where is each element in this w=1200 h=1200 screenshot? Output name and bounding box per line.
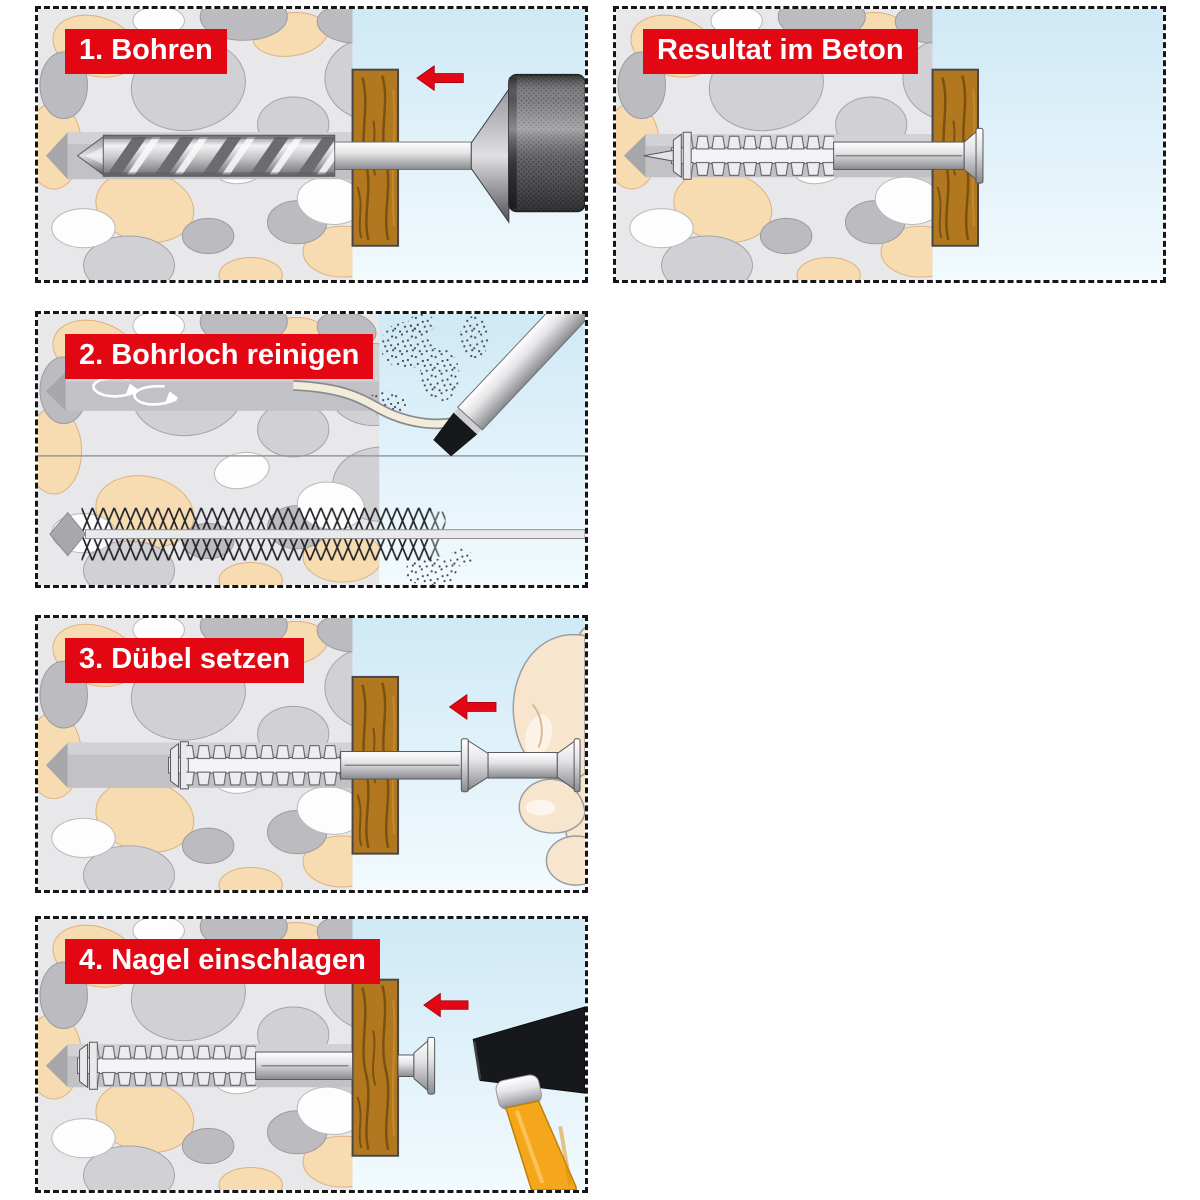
- step-label: 4. Nagel einschlagen: [65, 939, 380, 984]
- step-label: 2. Bohrloch reinigen: [65, 334, 373, 379]
- countersunk-head: [461, 739, 468, 792]
- panel-step-3: [35, 615, 588, 893]
- nail-shaft: [398, 1055, 414, 1077]
- anchor-fins: [691, 134, 833, 177]
- step-label: Resultat im Beton: [643, 29, 918, 74]
- panel-step-2: [35, 311, 588, 588]
- wood-board: [353, 980, 399, 1156]
- panel-step-4: [35, 916, 588, 1193]
- anchor-fins: [186, 744, 340, 787]
- step-label: 1. Bohren: [65, 29, 227, 74]
- step-label: 3. Dübel setzen: [65, 638, 304, 683]
- nail-shaft: [488, 753, 557, 779]
- panel-step-1: [35, 6, 588, 283]
- anchor-fins: [97, 1044, 255, 1087]
- panel-result: [613, 6, 1166, 283]
- brush-rod: [85, 530, 585, 539]
